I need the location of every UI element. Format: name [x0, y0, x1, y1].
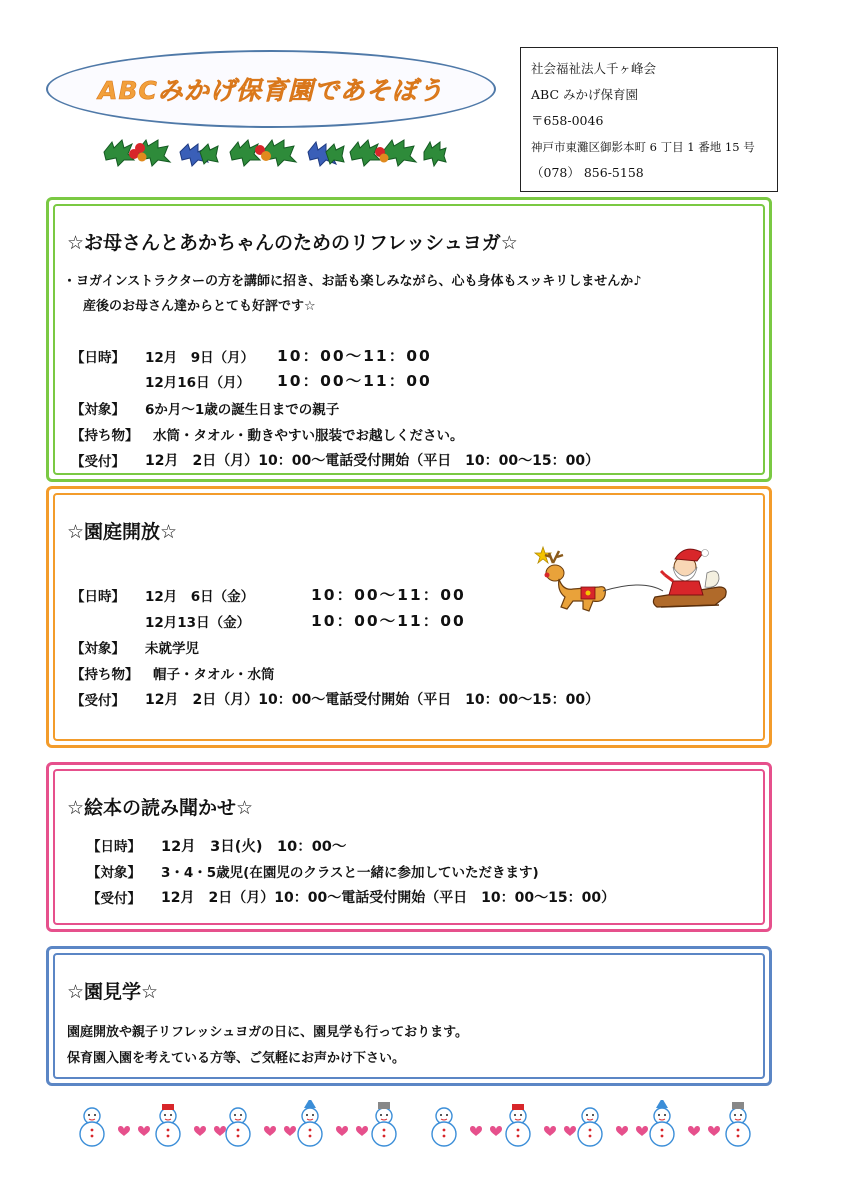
- garden-date-1: 12月 6日（金）: [145, 589, 255, 605]
- holly-icon: [100, 134, 175, 170]
- snowman-decoration: [78, 1100, 768, 1150]
- yoga-intro-2: 産後のお母さん達からとても好評です☆: [83, 299, 316, 314]
- reading-section: [46, 762, 772, 932]
- garden-date-label: 【日時】: [71, 589, 125, 605]
- holly-icon: [346, 134, 418, 170]
- yoga-section: [46, 197, 772, 482]
- holly-decoration: [100, 134, 450, 174]
- garden-section: [46, 486, 772, 748]
- yoga-heading: ☆お母さんとあかちゃんのためのリフレッシュヨガ☆: [67, 232, 518, 254]
- garden-reception-label: 【受付】: [71, 693, 125, 709]
- garden-time-2: 10：00～11：00: [311, 612, 466, 630]
- reading-date: 12月 3日(火) 10：00～: [161, 839, 347, 855]
- reindeer-icon: [535, 547, 605, 611]
- yoga-time-1: 10：00～11：00: [277, 347, 432, 365]
- holly-icon: [306, 134, 348, 170]
- school-name: ABC みかげ保育園: [531, 87, 638, 102]
- tour-line-2: 保育園入園を考えている方等、ご気軽にお声かけ下さい。: [67, 1051, 406, 1066]
- yoga-items-label: 【持ち物】: [71, 428, 139, 444]
- phone-number: （078） 856-5158: [531, 165, 644, 180]
- holly-icon: [178, 134, 220, 170]
- address-box: [520, 47, 778, 192]
- reading-reception: 12月 2日（月）10：00～電話受付開始（平日 10：00～15：00）: [161, 890, 616, 906]
- yoga-date-1: 12月 9日（月）: [145, 350, 255, 366]
- yoga-items: 水筒・タオル・動きやすい服装でお越しください。: [153, 428, 464, 444]
- yoga-target: 6か月～1歳の誕生日までの親子: [145, 402, 340, 418]
- title-oval: [46, 50, 496, 128]
- garden-time-1: 10：00～11：00: [311, 586, 466, 604]
- yoga-reception: 12月 2日（月）10：00～電話受付開始（平日 10：00～15：00）: [145, 453, 600, 469]
- snowman-footer: [78, 1100, 768, 1150]
- tour-line-1: 園庭開放や親子リフレッシュヨガの日に、園見学も行っております。: [67, 1025, 469, 1040]
- yoga-reception-label: 【受付】: [71, 454, 125, 470]
- garden-date-2: 12月13日（金）: [145, 615, 251, 631]
- reading-target: 3・4・5歳児(在園児のクラスと一緒に参加していただきます): [161, 865, 539, 881]
- tour-section: [46, 946, 772, 1086]
- garden-items: 帽子・タオル・水筒: [153, 667, 275, 683]
- yoga-date-2: 12月16日（月）: [145, 375, 251, 391]
- holly-icon: [422, 134, 448, 170]
- reading-target-label: 【対象】: [87, 865, 141, 881]
- garden-target-label: 【対象】: [71, 641, 125, 657]
- yoga-target-label: 【対象】: [71, 402, 125, 418]
- org-name: 社会福祉法人千ヶ峰会: [531, 61, 657, 76]
- reading-date-label: 【日時】: [87, 839, 141, 855]
- reading-heading: ☆絵本の読み聞かせ☆: [67, 797, 254, 819]
- garden-target: 未就学児: [145, 641, 199, 657]
- page-title: ABCみかげ保育園であそぼう: [98, 76, 444, 105]
- yoga-time-2: 10：00～11：00: [277, 372, 432, 390]
- yoga-intro-1: ・ヨガインストラクターの方を講師に招き、お話も楽しみながら、心も身体もスッキリしませんか♪: [63, 274, 642, 289]
- postal-code: 〒658-0046: [531, 113, 604, 128]
- yoga-date-label: 【日時】: [71, 350, 125, 366]
- street-address: 神戸市東灘区御影本町 6 丁目 1 番地 15 号: [531, 140, 755, 154]
- garden-heading: ☆園庭開放☆: [67, 521, 178, 543]
- garden-reception: 12月 2日（月）10：00～電話受付開始（平日 10：00～15：00）: [145, 692, 600, 708]
- holly-icon: [226, 134, 301, 170]
- garden-items-label: 【持ち物】: [71, 667, 139, 683]
- reindeer-santa-illustration: [533, 545, 733, 627]
- santa-sleigh-icon: [653, 549, 726, 607]
- reading-reception-label: 【受付】: [87, 891, 141, 907]
- tour-heading: ☆園見学☆: [67, 981, 159, 1003]
